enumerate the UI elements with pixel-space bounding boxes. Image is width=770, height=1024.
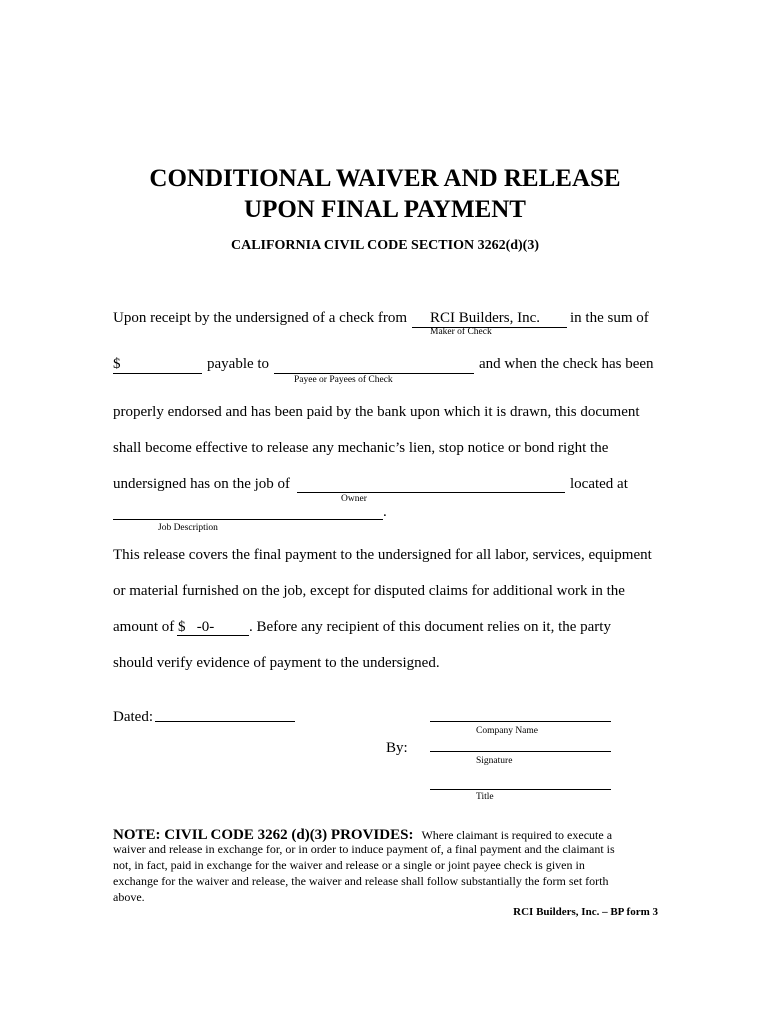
p8-line: or material furnished on the job, except for disputed claims for additional work in the bbox=[113, 583, 625, 599]
title-line[interactable] bbox=[430, 789, 611, 790]
p5-text-after: located at bbox=[570, 476, 628, 492]
p9-text-before: amount of bbox=[113, 619, 175, 635]
signature-caption: Signature bbox=[476, 756, 513, 766]
form-footer: RCI Builders, Inc. – BP form 3 bbox=[513, 906, 658, 918]
sum-amount-line[interactable] bbox=[113, 373, 202, 374]
note-line-1: Where claimant is required to execute a bbox=[421, 828, 613, 842]
disputed-amount-value[interactable]: $ -0- bbox=[178, 619, 215, 635]
p1-text-before: Upon receipt by the undersigned of a check from bbox=[113, 310, 408, 326]
p9-text-after: . Before any recipient of this document relies on it, the party bbox=[249, 619, 611, 635]
signature-line[interactable] bbox=[430, 751, 611, 752]
document-title-line-1: CONDITIONAL WAIVER AND RELEASE bbox=[149, 165, 621, 192]
document-subtitle: CALIFORNIA CIVIL CODE SECTION 3262(d)(3) bbox=[230, 238, 540, 253]
note-line-4: exchange for the waiver and release, the waiver and release shall follow substantially the form set forth bbox=[113, 874, 609, 888]
owner-line[interactable] bbox=[297, 492, 565, 493]
note-line-2: waiver and release in exchange for, or in order to induce payment of, a final payment and the claimant is bbox=[113, 842, 615, 856]
note-heading: NOTE: CIVIL CODE 3262 (d)(3) PROVIDES: bbox=[113, 827, 414, 843]
document-title-line-2: UPON FINAL PAYMENT bbox=[244, 196, 526, 223]
title-caption: Title bbox=[476, 792, 494, 802]
job-description-caption: Job Description bbox=[158, 523, 218, 533]
payee-caption: Payee or Payees of Check bbox=[294, 375, 393, 385]
maker-of-check-caption: Maker of Check bbox=[430, 327, 492, 337]
p4-line: shall become effective to release any mechanic’s lien, stop notice or bond right the bbox=[113, 440, 609, 456]
payee-line[interactable] bbox=[274, 373, 474, 374]
job-line-period: . bbox=[383, 504, 387, 520]
note-line-5: above. bbox=[113, 890, 145, 904]
p1-text-after: in the sum of bbox=[570, 310, 649, 326]
dated-line[interactable] bbox=[155, 721, 295, 722]
p7-line: This release covers the final payment to the undersigned for all labor, services, equipment bbox=[113, 547, 652, 563]
p3-line: properly endorsed and has been paid by the bank upon which it is drawn, this document bbox=[113, 404, 640, 420]
note-line-3: not, in fact, paid in exchange for the waiver and release or a single or joint payee check is given in bbox=[113, 858, 585, 872]
dollar-sign: $ bbox=[113, 356, 121, 372]
maker-of-check-value[interactable]: RCI Builders, Inc. bbox=[430, 310, 540, 326]
owner-caption: Owner bbox=[341, 494, 367, 504]
company-name-caption: Company Name bbox=[476, 726, 539, 736]
company-name-line[interactable] bbox=[430, 721, 611, 722]
p10-line: should verify evidence of payment to the undersigned. bbox=[113, 655, 440, 671]
by-label: By: bbox=[386, 740, 408, 756]
p5-text-before: undersigned has on the job of bbox=[113, 476, 291, 492]
job-description-line[interactable] bbox=[113, 519, 383, 520]
p2-text-after: and when the check has been bbox=[479, 356, 654, 372]
dated-label: Dated: bbox=[113, 709, 153, 725]
payable-to-text: payable to bbox=[207, 356, 270, 372]
